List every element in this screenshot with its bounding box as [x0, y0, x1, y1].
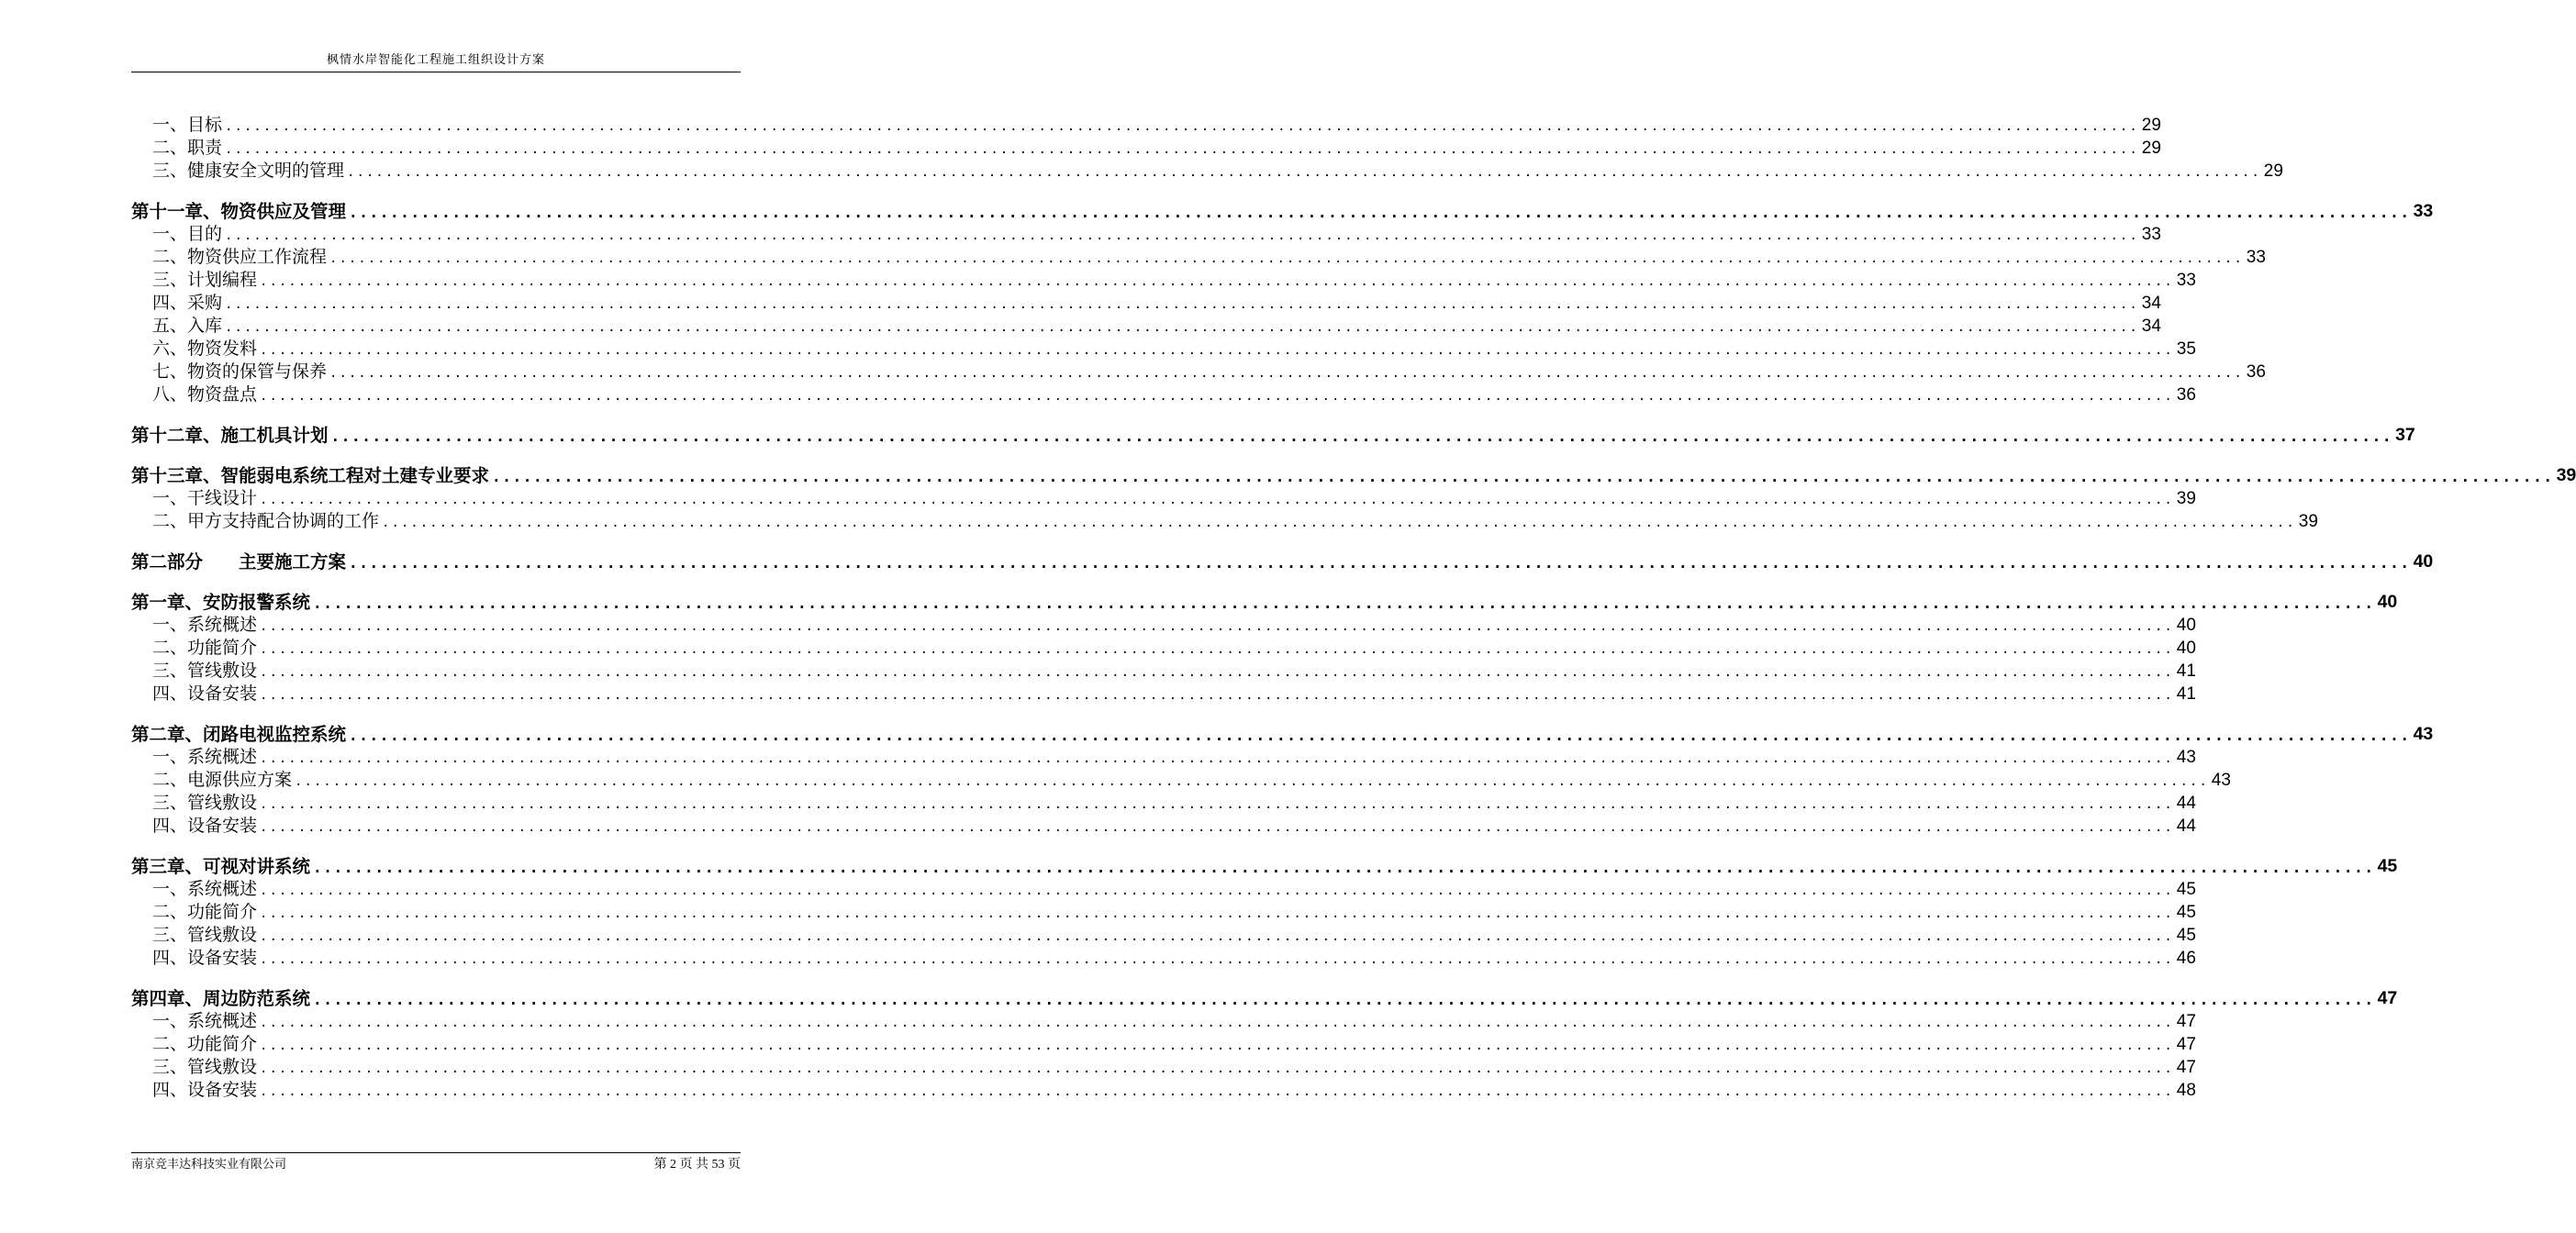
toc-section-entry[interactable] — [131, 246, 2266, 269]
dot-leader: ........................................................................................................................................................................................................ — [260, 906, 2174, 921]
toc-entry-page: 34 — [2141, 317, 2161, 336]
toc-chapter-entry[interactable] — [131, 591, 2398, 614]
toc-entry-page: 33 — [2141, 225, 2161, 244]
dot-leader: ........................................................................................................................................................................................................ — [313, 859, 2375, 876]
toc-section-entry[interactable] — [131, 660, 2196, 683]
toc-chapter-entry[interactable] — [131, 855, 2398, 878]
toc-entry-title: 三、健康安全文明的管理 — [152, 161, 345, 181]
toc-entry-page: 29 — [2141, 139, 2161, 158]
dot-leader: ........................................................................................................................................................................................................ — [225, 142, 2139, 157]
toc-section-entry[interactable] — [131, 487, 2196, 510]
toc-entry-page: 45 — [2176, 903, 2196, 922]
toc-entry-title: 三、计划编程 — [152, 270, 258, 290]
toc-entry-page: 43 — [2413, 724, 2434, 744]
toc-section-entry[interactable] — [131, 160, 2283, 183]
toc-entry-title: 第十三章、智能弱电系统工程对土建专业要求 — [131, 465, 490, 486]
toc-entry-page: 40 — [2377, 592, 2398, 612]
toc-entry-title: 四、采购 — [152, 293, 223, 313]
dot-leader: ........................................................................................................................................................................................................ — [260, 642, 2174, 657]
toc-entry-page: 36 — [2176, 385, 2196, 405]
toc-entry-page: 33 — [2176, 271, 2196, 290]
toc-entry-page: 43 — [2176, 748, 2196, 767]
toc-entry-title: 二、物资供应工作流程 — [152, 247, 328, 267]
toc-section-entry[interactable] — [131, 792, 2196, 815]
toc-entry-page: 47 — [2377, 988, 2398, 1008]
toc-entry-title: 二、功能简介 — [152, 638, 258, 658]
document-title: 枫情水岸智能化工程施工组织设计方案 — [326, 53, 545, 67]
page-header — [131, 51, 741, 72]
toc-chapter-entry[interactable] — [131, 200, 2434, 223]
toc-entry-page: 47 — [2176, 1035, 2196, 1054]
toc-entry-page: 40 — [2176, 639, 2196, 658]
toc-entry-page: 47 — [2176, 1012, 2196, 1031]
dot-leader: ........................................................................................................................................................................................................ — [313, 991, 2375, 1008]
toc-entry-page: 43 — [2211, 771, 2231, 790]
toc-entry-page: 33 — [2246, 248, 2266, 267]
toc-section-entry[interactable] — [131, 269, 2196, 292]
toc-entry-page: 45 — [2176, 880, 2196, 899]
toc-entry-title: 第十一章、物资供应及管理 — [131, 201, 347, 222]
toc-section-entry[interactable] — [131, 947, 2196, 970]
dot-leader: ........................................................................................................................................................................................................ — [260, 619, 2174, 634]
toc-entry-title: 一、系统概述 — [152, 879, 258, 899]
toc-entry-page: 39 — [2298, 512, 2318, 531]
toc-entry-title: 一、目的 — [152, 224, 223, 244]
table-of-contents — [131, 114, 2576, 1102]
page-number: 第 2 页 共 53 页 — [653, 1158, 741, 1172]
toc-entry-title: 第二部分 主要施工方案 — [131, 551, 347, 572]
toc-entry-page: 29 — [2263, 161, 2283, 181]
toc-entry-page: 45 — [2377, 856, 2398, 876]
toc-entry-title: 第一章、安防报警系统 — [131, 592, 311, 613]
toc-section-entry[interactable] — [131, 901, 2196, 924]
dot-leader: ........................................................................................................................................................................................................ — [260, 274, 2174, 289]
toc-chapter-entry[interactable] — [131, 550, 2434, 573]
dot-leader: ........................................................................................................................................................................................................ — [225, 320, 2139, 335]
toc-entry-title: 一、干线设计 — [152, 488, 258, 508]
toc-entry-page: 33 — [2413, 201, 2434, 221]
toc-entry-title: 二、功能简介 — [152, 902, 258, 922]
dot-leader: ........................................................................................................................................................................................................ — [329, 366, 2244, 381]
toc-entry-page: 37 — [2395, 425, 2415, 445]
dot-leader: ........................................................................................................................................................................................................ — [260, 797, 2174, 812]
dot-leader: ........................................................................................................................................................................................................ — [260, 343, 2174, 358]
toc-section-entry[interactable] — [131, 1056, 2196, 1079]
toc-entry-title: 二、功能简介 — [152, 1034, 258, 1054]
dot-leader: ........................................................................................................................................................................................................ — [260, 1061, 2174, 1076]
dot-leader: ........................................................................................................................................................................................................ — [347, 165, 2261, 180]
toc-section-entry[interactable] — [131, 114, 2161, 137]
toc-entry-page: 35 — [2176, 339, 2196, 359]
dot-leader: ........................................................................................................................................................................................................ — [260, 751, 2174, 766]
toc-entry-title: 第三章、可视对讲系统 — [131, 856, 311, 877]
toc-chapter-entry[interactable] — [131, 723, 2434, 746]
dot-leader: ........................................................................................................................................................................................................ — [260, 493, 2174, 507]
toc-entry-title: 一、目标 — [152, 115, 223, 135]
toc-entry-page: 29 — [2141, 116, 2161, 135]
toc-entry-page: 39 — [2176, 489, 2196, 508]
dot-leader: ........................................................................................................................................................................................................ — [260, 952, 2174, 967]
toc-entry-page: 44 — [2176, 794, 2196, 813]
dot-leader: ........................................................................................................................................................................................................ — [349, 727, 2411, 744]
dot-leader: ........................................................................................................................................................................................................ — [260, 1084, 2174, 1099]
toc-entry-title: 二、甲方支持配合协调的工作 — [152, 511, 380, 531]
toc-section-entry[interactable] — [131, 361, 2266, 383]
dot-leader: ........................................................................................................................................................................................................ — [225, 297, 2139, 312]
dot-leader: ........................................................................................................................................................................................................ — [260, 820, 2174, 835]
toc-entry-page: 46 — [2176, 949, 2196, 968]
toc-chapter-entry[interactable] — [131, 424, 2415, 447]
toc-entry-page: 41 — [2176, 661, 2196, 681]
dot-leader: ........................................................................................................................................................................................................ — [260, 1016, 2174, 1030]
toc-entry-title: 二、电源供应方案 — [152, 770, 293, 790]
toc-section-entry[interactable] — [131, 315, 2161, 338]
toc-entry-title: 一、系统概述 — [152, 747, 258, 767]
toc-section-entry[interactable] — [131, 769, 2231, 792]
dot-leader: ........................................................................................................................................................................................................ — [330, 428, 2393, 445]
toc-entry-title: 三、管线敷设 — [152, 925, 258, 945]
toc-section-entry[interactable] — [131, 637, 2196, 660]
toc-entry-page: 40 — [2413, 551, 2434, 572]
dot-leader: ........................................................................................................................................................................................................ — [313, 594, 2375, 612]
toc-entry-page: 44 — [2176, 816, 2196, 836]
toc-section-entry[interactable] — [131, 292, 2161, 315]
page-footer — [131, 1152, 741, 1174]
dot-leader: ........................................................................................................................................................................................................ — [492, 468, 2554, 485]
dot-leader: ........................................................................................................................................................................................................ — [260, 688, 2174, 703]
company-name: 南京竞丰达科技实业有限公司 — [131, 1158, 287, 1172]
toc-section-entry[interactable] — [131, 924, 2196, 947]
dot-leader: ........................................................................................................................................................................................................ — [349, 204, 2411, 221]
toc-entry-page: 45 — [2176, 926, 2196, 945]
toc-entry-page: 48 — [2176, 1081, 2196, 1100]
toc-section-entry[interactable] — [131, 878, 2196, 901]
toc-entry-title: 四、设备安装 — [152, 1080, 258, 1100]
toc-section-entry[interactable] — [131, 1079, 2196, 1102]
toc-entry-title: 六、物资发料 — [152, 339, 258, 359]
dot-leader: ........................................................................................................................................................................................................ — [260, 883, 2174, 898]
toc-section-entry[interactable] — [131, 1010, 2196, 1033]
toc-section-entry[interactable] — [131, 683, 2196, 705]
toc-entry-page: 36 — [2246, 362, 2266, 382]
toc-entry-title: 三、管线敷设 — [152, 661, 258, 681]
dot-leader: ........................................................................................................................................................................................................ — [225, 119, 2139, 134]
toc-section-entry[interactable] — [131, 746, 2196, 769]
toc-entry-title: 七、物资的保管与保养 — [152, 361, 328, 382]
toc-chapter-entry[interactable] — [131, 464, 2576, 487]
toc-entry-title: 一、系统概述 — [152, 615, 258, 635]
toc-entry-title: 五、入库 — [152, 316, 223, 336]
toc-entry-title: 三、管线敷设 — [152, 1057, 258, 1077]
toc-section-entry[interactable] — [131, 614, 2196, 637]
toc-entry-title: 第二章、闭路电视监控系统 — [131, 724, 347, 745]
toc-entry-title: 二、职责 — [152, 138, 223, 158]
toc-entry-title: 第十二章、施工机具计划 — [131, 425, 329, 446]
toc-entry-title: 四、设备安装 — [152, 816, 258, 836]
toc-entry-title: 三、管线敷设 — [152, 793, 258, 813]
toc-section-entry[interactable] — [131, 338, 2196, 361]
toc-section-entry[interactable] — [131, 383, 2196, 406]
toc-section-entry[interactable] — [131, 815, 2196, 838]
dot-leader: ........................................................................................................................................................................................................ — [260, 1039, 2174, 1053]
dot-leader: ........................................................................................................................................................................................................ — [349, 554, 2411, 572]
dot-leader: ........................................................................................................................................................................................................ — [260, 389, 2174, 404]
toc-entry-title: 一、系统概述 — [152, 1011, 258, 1031]
toc-chapter-entry[interactable] — [131, 987, 2398, 1010]
dot-leader: ........................................................................................................................................................................................................ — [260, 665, 2174, 680]
toc-entry-page: 41 — [2176, 684, 2196, 704]
toc-section-entry[interactable] — [131, 223, 2161, 246]
toc-entry-title: 四、设备安装 — [152, 948, 258, 968]
toc-section-entry[interactable] — [131, 1033, 2196, 1056]
toc-entry-page: 47 — [2176, 1058, 2196, 1077]
toc-entry-page: 39 — [2556, 465, 2576, 485]
dot-leader: ........................................................................................................................................................................................................ — [329, 251, 2244, 266]
dot-leader: ........................................................................................................................................................................................................ — [382, 516, 2296, 530]
toc-entry-title: 第四章、周边防范系统 — [131, 988, 311, 1009]
dot-leader: ........................................................................................................................................................................................................ — [225, 228, 2139, 243]
toc-entry-page: 40 — [2176, 616, 2196, 635]
dot-leader: ........................................................................................................................................................................................................ — [295, 774, 2209, 789]
toc-entry-title: 四、设备安装 — [152, 683, 258, 704]
dot-leader: ........................................................................................................................................................................................................ — [260, 929, 2174, 944]
toc-section-entry[interactable] — [131, 510, 2318, 533]
toc-entry-title: 八、物资盘点 — [152, 384, 258, 405]
toc-section-entry[interactable] — [131, 137, 2161, 160]
toc-entry-page: 34 — [2141, 294, 2161, 313]
